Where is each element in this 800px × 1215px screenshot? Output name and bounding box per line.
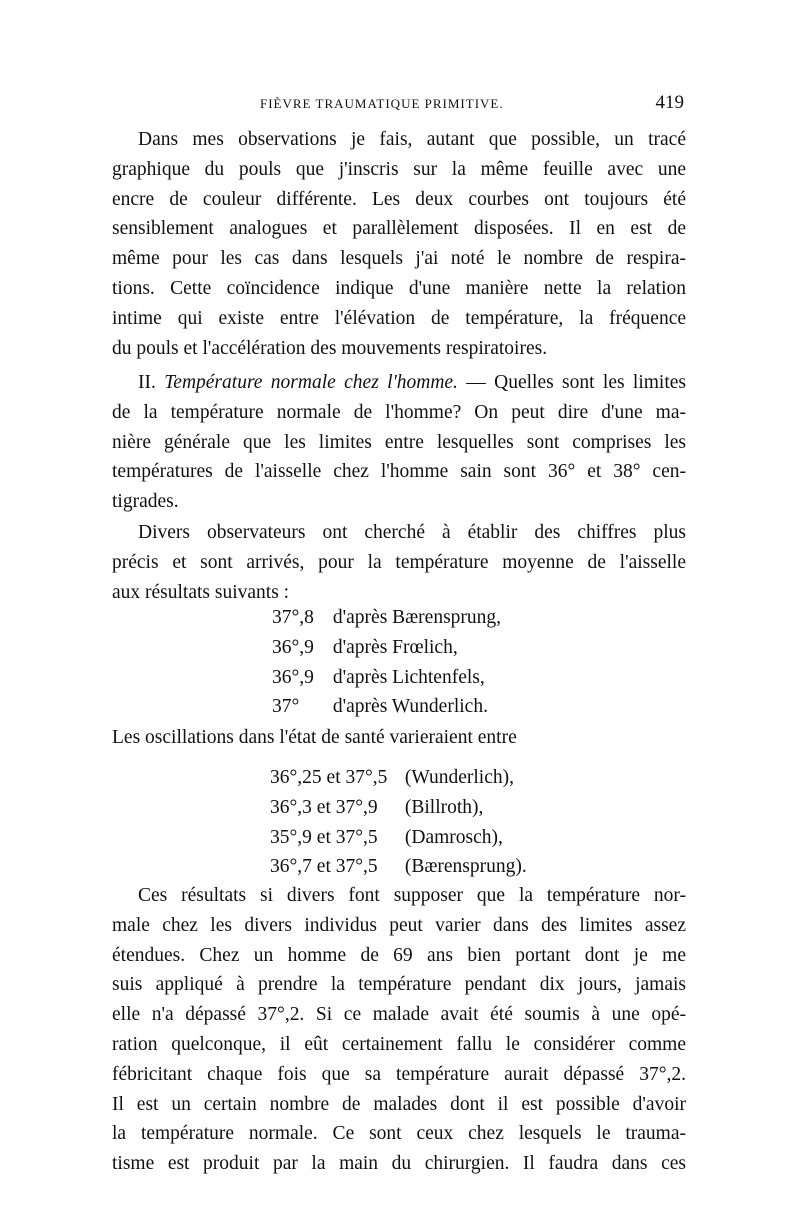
text-line: Divers observateurs ont cherché à établir des chiffres plus <box>138 522 686 543</box>
text-line: du pouls et l'accélération des mouvements respiratoires. <box>112 337 548 359</box>
oscillations-intro <box>112 723 686 753</box>
text-line: suis appliqué à prendre la température pendant dix jours, jamais <box>112 974 686 996</box>
text-line: étendues. Chez un homme de 69 ans bien portant dont je me <box>112 944 686 966</box>
temperature-range: 36°,25 et 37°,5 <box>270 767 388 788</box>
text-line: températures de l'aisselle chez l'homme sain sont 36° et 38° cen- <box>112 461 686 483</box>
text-line: tions. Cette coïncidence indique d'une manière nette la relation <box>112 277 686 299</box>
text-line: encre de couleur différente. Les deux courbes ont toujours été <box>112 188 686 210</box>
text-line: male chez les divers individus peut varier dans des limites assez <box>112 914 686 936</box>
text-line: elle n'a dépassé 37°,2. Si ce malade avait été soumis à une opé- <box>112 1004 686 1026</box>
paragraph-results <box>112 881 686 1179</box>
average-temperatures-list <box>272 603 501 722</box>
text-line: Il est un certain nombre de malades dont il est possible d'avoir <box>112 1093 686 1115</box>
temperature-range: 35°,9 et 37°,5 <box>270 826 378 848</box>
range-source: (Damrosch), <box>404 826 503 848</box>
text-line: précis et sont arrivés, pour la température moyenne de l'aisselle <box>112 551 686 573</box>
range-source: (Wunderlich), <box>404 767 515 788</box>
text-line: de la température normale de l'homme? On peut dire d'une ma- <box>112 401 686 423</box>
text-line: fébricitant chaque fois que sa température aurait dépassé 37°,2. <box>112 1063 686 1085</box>
text-line: aux résultats suivants : <box>112 581 290 603</box>
text-fragment: — Quelles sont les limites <box>457 372 686 393</box>
list-item <box>272 663 501 693</box>
text-line: sensiblement analogues et parallèlement disposées. Il en est de <box>112 218 686 240</box>
list-item <box>270 763 527 793</box>
temperature-value: 36°,9 <box>272 636 314 658</box>
temperature-source: d'après Lichtenfels, <box>332 666 485 688</box>
list-item <box>272 603 501 633</box>
paragraph-pulse-tracing <box>112 125 686 363</box>
running-title: FIÈVRE TRAUMATIQUE PRIMITIVE. <box>260 96 504 111</box>
oscillation-ranges-list <box>270 763 527 882</box>
text-line: Ces résultats si divers font supposer que la température nor- <box>138 885 686 906</box>
text-line: même pour les cas dans lesquels j'ai noté le nombre de respira- <box>112 248 686 270</box>
text-line: nière générale que les limites entre lesquelles sont comprises les <box>112 431 686 453</box>
list-item <box>272 692 501 722</box>
range-source: (Billroth), <box>404 796 484 818</box>
list-item <box>272 633 501 663</box>
range-source: (Bærensprung). <box>404 856 527 878</box>
text-line: Les oscillations dans l'état de santé varieraient entre <box>112 727 517 748</box>
text-line: intime qui existe entre l'élévation de température, la fréquence <box>112 307 686 329</box>
text-line: ration quelconque, il eût certainement fallu le considérer comme <box>112 1033 686 1055</box>
temperature-source: d'après Wunderlich. <box>332 696 488 718</box>
page-number: 419 <box>655 92 684 113</box>
section-heading: Température normale chez l'homme. <box>164 372 458 393</box>
text-line: tigrades. <box>112 491 179 513</box>
temperature-value: 37°,8 <box>272 607 314 628</box>
list-item <box>270 793 527 823</box>
running-head <box>112 92 684 118</box>
text-line: tisme est produit par la main du chirurgien. Il faudra dans ces <box>112 1153 686 1175</box>
temperature-source: d'après Bærensprung, <box>332 607 502 628</box>
temperature-value: 36°,9 <box>272 666 314 688</box>
section-normal-temperature <box>112 368 686 517</box>
temperature-value: 37° <box>272 696 300 718</box>
section-heading-line <box>112 368 686 398</box>
section-number: II. <box>138 372 156 393</box>
temperature-range: 36°,7 et 37°,5 <box>270 856 378 878</box>
text-line: la température normale. Ce sont ceux chez lesquels le trauma- <box>112 1123 686 1145</box>
list-item <box>270 823 527 853</box>
temperature-source: d'après Frœlich, <box>332 636 458 658</box>
temperature-range: 36°,3 et 37°,9 <box>270 796 378 818</box>
list-item <box>270 852 527 882</box>
text-line: Dans mes observations je fais, autant que possible, un tracé <box>138 129 686 150</box>
paragraph-observers <box>112 518 686 607</box>
text-line: graphique du pouls que j'inscris sur la même feuille avec une <box>112 158 686 180</box>
